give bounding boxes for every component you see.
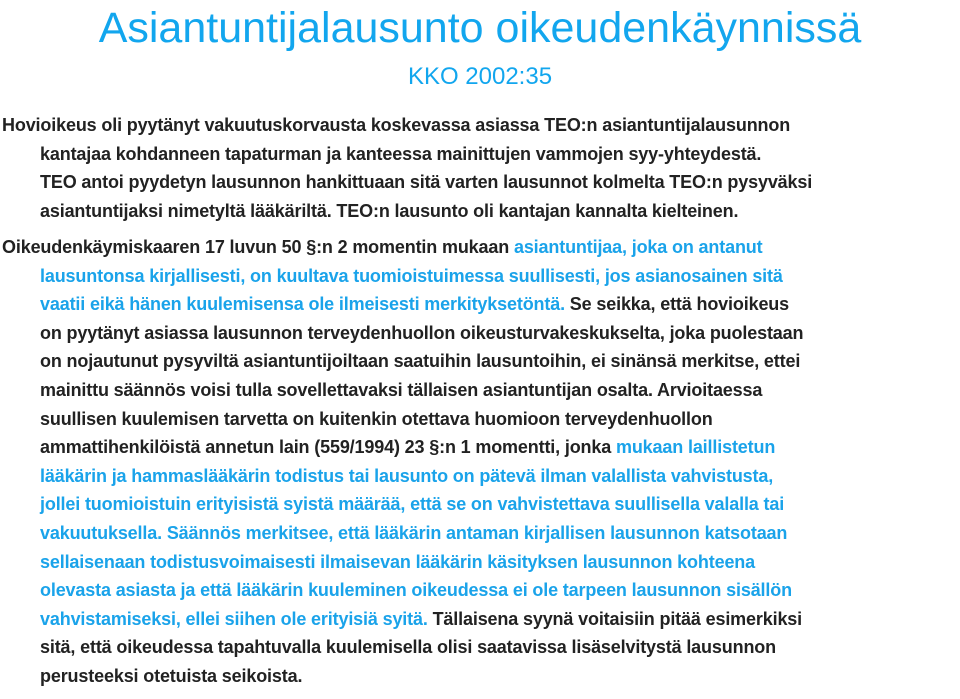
text-line: kantajaa kohdanneen tapaturman ja kanteessa mainittujen vammojen syy-yhteydestä. [40,143,762,164]
highlighted-text: Säännös merkitsee, että lääkärin antaman kirjallisen lausunnon katsotaan [161,522,788,543]
text-line: on nojautunut pysyviltä asiantuntijoiltaan saatuihin lausuntoihin, ei sinänsä merkitse, ettei [40,351,801,372]
text-line: suullisen kuulemisen tarvetta on kuitenkin otettava huomioon terveydenhuollon [40,408,713,429]
text-line: perusteeksi otetuista seikoista. [40,665,303,686]
text-line [0,519,960,548]
paragraph-reasoning [0,233,960,691]
text-line [0,233,960,262]
highlighted-text: vakuutuksella. [40,522,162,543]
text-line [0,605,960,634]
highlighted-text: lääkärin ja hammaslääkärin todistus tai lausunto on pätevä ilman valallista vahvistusta, [40,465,774,486]
slide-title: Asiantuntijalausunto oikeudenkäynnissä [98,4,862,52]
text-run: Oikeudenkäymiskaaren 17 luvun 50 §:n 2 momentin mukaan [2,237,514,257]
text-line: mainittu säännös voisi tulla sovellettavaksi tällaisen asiantuntijan osalta. Arvioitaessa [40,379,763,400]
text-line: Hovioikeus oli pyytänyt vakuutuskorvausta koskevassa asiassa TEO:n asiantuntijalausunnon [2,115,791,135]
highlighted-text: mukaan laillistetun [615,437,776,458]
text-line: asiantuntijaksi nimetyltä lääkäriltä. TEO:n lausunto oli kantajan kannalta kielteinen. [40,200,739,221]
highlighted-text: sellaisenaan todistusvoimaisesti ilmaisevan lääkärin käsityksen lausunnon kohteena [40,551,756,572]
text-run: ammattihenkilöistä annetun lain (559/1994) 23 §:n 1 momentti, jonka [40,437,616,458]
text-line [0,433,960,462]
text-run: Se seikka, että hovioikeus [564,294,790,315]
highlighted-text: vahvistamiseksi, ellei siihen ole erityisiä syitä. [40,608,428,629]
text-line: sitä, että oikeudessa tapahtuvalla kuulemisella olisi saatavissa lisäselvitystä lausunnon [40,637,776,658]
highlighted-text: olevasta asiasta ja että lääkärin kuuleminen oikeudessa ei ole tarpeen lausunnon sisällön [40,580,792,601]
case-reference: KKO 2002:35 [407,63,553,90]
highlighted-text: lausuntonsa kirjallisesti, on kuultava tuomioistuimessa suullisesti, jos asianosainen sitä [40,265,783,286]
text-line [0,290,960,319]
text-run: Tällaisena syynä voitaisiin pitää esimerkiksi [427,608,803,629]
highlighted-text: asiantuntijaa, joka on antanut [513,237,763,257]
text-line: on pyytänyt asiassa lausunnon terveydenhuollon oikeusturvakeskukselta, joka puolestaan [40,322,804,343]
text-line: TEO antoi pyydetyn lausunnon hankittuaan sitä varten lausunnot kolmelta TEO:n pysyväksi [40,172,813,193]
highlighted-text: jollei tuomioistuin erityisistä syistä määrää, että se on vahvistettava suullisella valalla tai [40,494,785,515]
paragraph-facts [0,111,960,225]
highlighted-text: vaatii eikä hänen kuulemisensa ole ilmeisesti merkityksetöntä. [40,294,565,315]
